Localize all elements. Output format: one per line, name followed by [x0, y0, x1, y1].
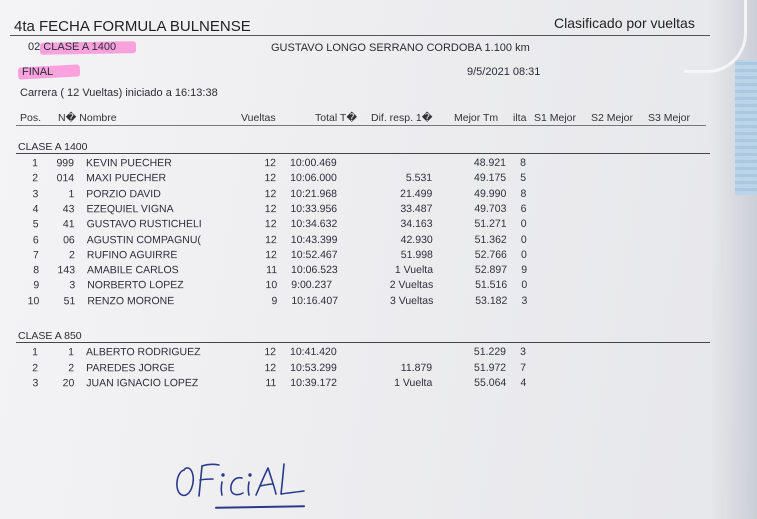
cell-num: 999 — [56, 157, 75, 170]
cell-laps: 11 — [266, 264, 278, 277]
cell-best: 51.362 — [474, 233, 507, 246]
cell-laps: 9 — [271, 294, 278, 307]
group-divider — [16, 342, 710, 343]
cell-laps: 12 — [264, 361, 277, 374]
cell-best: 51.271 — [474, 218, 507, 231]
table-row — [0, 218, 700, 233]
cell-best: 51.972 — [474, 361, 507, 374]
col-total: Total T� — [315, 112, 358, 124]
cell-pos: 1 — [32, 346, 39, 359]
col-diff: Dif. resp. 1� — [371, 112, 433, 124]
cell-total: 10:52.467 — [290, 248, 338, 261]
cell-diff: 21.499 — [400, 187, 433, 200]
col-s2: S2 Mejor — [591, 112, 634, 124]
cell-num: 2 — [68, 361, 75, 374]
cell-lap: 0 — [520, 218, 527, 231]
table-row — [0, 248, 700, 263]
col-ult: ilta — [513, 112, 527, 124]
cell-total: 9:00.237 — [291, 279, 333, 292]
cell-pos: 7 — [33, 249, 39, 262]
cell-num: 1 — [68, 346, 75, 359]
cell-laps: 12 — [265, 233, 277, 246]
cell-name: NORBERTO LOPEZ — [87, 279, 184, 292]
cell-laps: 10 — [265, 279, 278, 292]
cell-best: 51.229 — [473, 345, 507, 358]
cell-total: 10:39.172 — [290, 377, 338, 390]
cell-name: AGUSTIN COMPAGNU( — [86, 233, 201, 246]
cell-total: 10:33.956 — [290, 202, 338, 215]
cell-lap: 8 — [520, 187, 527, 200]
cell-total: 10:53.299 — [290, 361, 337, 374]
cell-num: 51 — [63, 294, 76, 307]
cell-diff: 1 Vuelta — [394, 376, 433, 389]
cell-total: 10:43.399 — [290, 233, 338, 246]
session-name: FINAL — [22, 66, 54, 78]
group-title: CLASE A 850 — [18, 330, 82, 342]
cell-num: 3 — [69, 279, 76, 292]
col-num-name: N� Nombre — [58, 112, 117, 124]
cell-total: 10:34.632 — [290, 218, 338, 231]
col-pos: Pos. — [20, 112, 42, 124]
cell-total: 10:06.523 — [291, 264, 338, 277]
cell-diff: 34.163 — [400, 218, 433, 231]
class-code: 02 CLASE A 1400 — [28, 41, 117, 53]
cell-laps: 12 — [264, 218, 277, 231]
cell-name: KEVIN PUECHER — [85, 157, 172, 170]
cell-num: 014 — [56, 172, 75, 185]
table-row — [0, 294, 700, 309]
cell-diff: 2 Vueltas — [389, 279, 434, 292]
cell-name: AMABILE CARLOS — [87, 264, 179, 277]
cell-diff: 33.487 — [400, 202, 433, 215]
cell-lap: 5 — [520, 172, 527, 185]
cell-laps: 12 — [265, 248, 277, 261]
cell-name: ALBERTO RODRIGUEZ — [85, 346, 201, 359]
cell-diff: 51.998 — [400, 248, 433, 261]
cell-best: 49.175 — [474, 172, 507, 185]
event-title: 4ta FECHA FORMULA BULNENSE — [14, 18, 251, 35]
classification-mode: Clasificado por vueltas — [554, 15, 695, 31]
cell-num: 06 — [63, 233, 75, 246]
cell-total: 10:16.407 — [291, 294, 339, 307]
table-row — [0, 361, 700, 376]
table-row — [0, 233, 700, 248]
cell-laps: 11 — [265, 377, 277, 390]
group-divider — [16, 153, 710, 154]
cell-diff: 3 Vueltas — [389, 294, 434, 307]
cell-name: EZEQUIEL VIGNA — [86, 203, 174, 216]
col-best: Mejor Tm — [454, 112, 499, 124]
cell-total: 10:00.469 — [289, 157, 337, 170]
cell-laps: 12 — [264, 172, 277, 185]
table-row — [0, 279, 700, 294]
cell-num: 20 — [62, 377, 75, 390]
cell-pos: 8 — [33, 264, 40, 277]
signature-underline — [215, 505, 305, 509]
table-row — [0, 187, 700, 202]
cell-best: 48.921 — [473, 156, 507, 169]
cell-total: 10:41.420 — [289, 346, 337, 359]
cell-pos: 2 — [32, 172, 39, 185]
cell-pos: 4 — [32, 203, 39, 216]
cell-best: 52.766 — [474, 248, 507, 261]
blue-mask-corner — [735, 60, 757, 195]
cell-name: RENZO MORONE — [87, 294, 175, 307]
cell-best: 55.064 — [474, 376, 507, 389]
cell-name: PAREDES JORGE — [86, 361, 175, 374]
cell-name: JUAN IGNACIO LOPEZ — [86, 377, 199, 390]
cell-lap: 0 — [521, 279, 528, 292]
cell-lap: 0 — [521, 248, 527, 261]
cell-num: 41 — [62, 218, 75, 231]
cell-diff: 42.930 — [400, 233, 433, 246]
cell-laps: 12 — [264, 202, 277, 215]
cell-lap: 6 — [520, 202, 527, 215]
cell-pos: 10 — [27, 294, 40, 307]
cell-lap: 0 — [520, 233, 527, 246]
table-row — [0, 264, 700, 279]
column-header-divider — [16, 125, 706, 126]
table-row — [0, 157, 700, 172]
cell-lap: 9 — [521, 263, 528, 276]
cell-total: 10:21.968 — [290, 187, 338, 200]
cell-name: PORZIO DAVID — [86, 187, 161, 200]
cell-lap: 4 — [520, 376, 527, 389]
table-row — [0, 377, 700, 392]
cell-lap: 7 — [520, 361, 527, 374]
col-s1: S1 Mejor — [534, 112, 577, 124]
cell-best: 52.897 — [474, 263, 508, 276]
cell-best: 51.516 — [475, 279, 508, 292]
table-row — [0, 346, 700, 361]
cell-pos: 2 — [32, 361, 39, 374]
cell-name: RUFINO AGUIRRE — [86, 248, 178, 262]
cell-name: MAXI PUECHER — [86, 172, 167, 185]
cell-num: 43 — [62, 203, 75, 216]
cell-laps: 12 — [264, 346, 277, 359]
cell-diff: 5.531 — [405, 172, 433, 185]
table-row — [0, 172, 700, 187]
group-title: CLASE A 1400 — [18, 141, 88, 153]
cell-num: 143 — [57, 264, 76, 277]
cell-name: GUSTAVO RUSTICHELI — [86, 218, 202, 231]
header-divider — [10, 35, 710, 36]
race-info: Carrera ( 12 Vueltas) iniciado a 16:13:38 — [20, 87, 218, 99]
cell-best: 49.703 — [474, 202, 507, 215]
cell-lap: 3 — [521, 294, 528, 307]
cell-lap: 3 — [520, 345, 527, 358]
oficial-signature — [172, 448, 312, 506]
cell-pos: 9 — [33, 279, 40, 292]
cell-best: 49.990 — [474, 187, 507, 200]
table-row — [0, 203, 700, 218]
cell-best: 53.182 — [475, 294, 508, 307]
cell-pos: 6 — [32, 233, 39, 246]
cell-pos: 3 — [32, 377, 39, 390]
cell-laps: 12 — [264, 187, 277, 200]
cell-diff: 11.879 — [400, 361, 433, 374]
col-s3: S3 Mejor — [648, 112, 691, 124]
cell-diff: 1 Vuelta — [394, 264, 434, 277]
cell-num: 2 — [69, 249, 75, 262]
col-laps: Vueltas — [241, 112, 276, 124]
cell-total: 10:06.000 — [290, 172, 337, 185]
cell-num: 1 — [68, 187, 75, 200]
cell-pos: 1 — [32, 157, 39, 170]
cell-pos: 3 — [32, 187, 39, 200]
cell-lap: 8 — [520, 156, 527, 169]
print-datetime: 9/5/2021 08:31 — [467, 66, 541, 78]
cell-pos: 5 — [32, 218, 39, 231]
circuit-info: GUSTAVO LONGO SERRANO CORDOBA 1.100 km — [271, 42, 530, 54]
cell-laps: 12 — [264, 157, 277, 170]
